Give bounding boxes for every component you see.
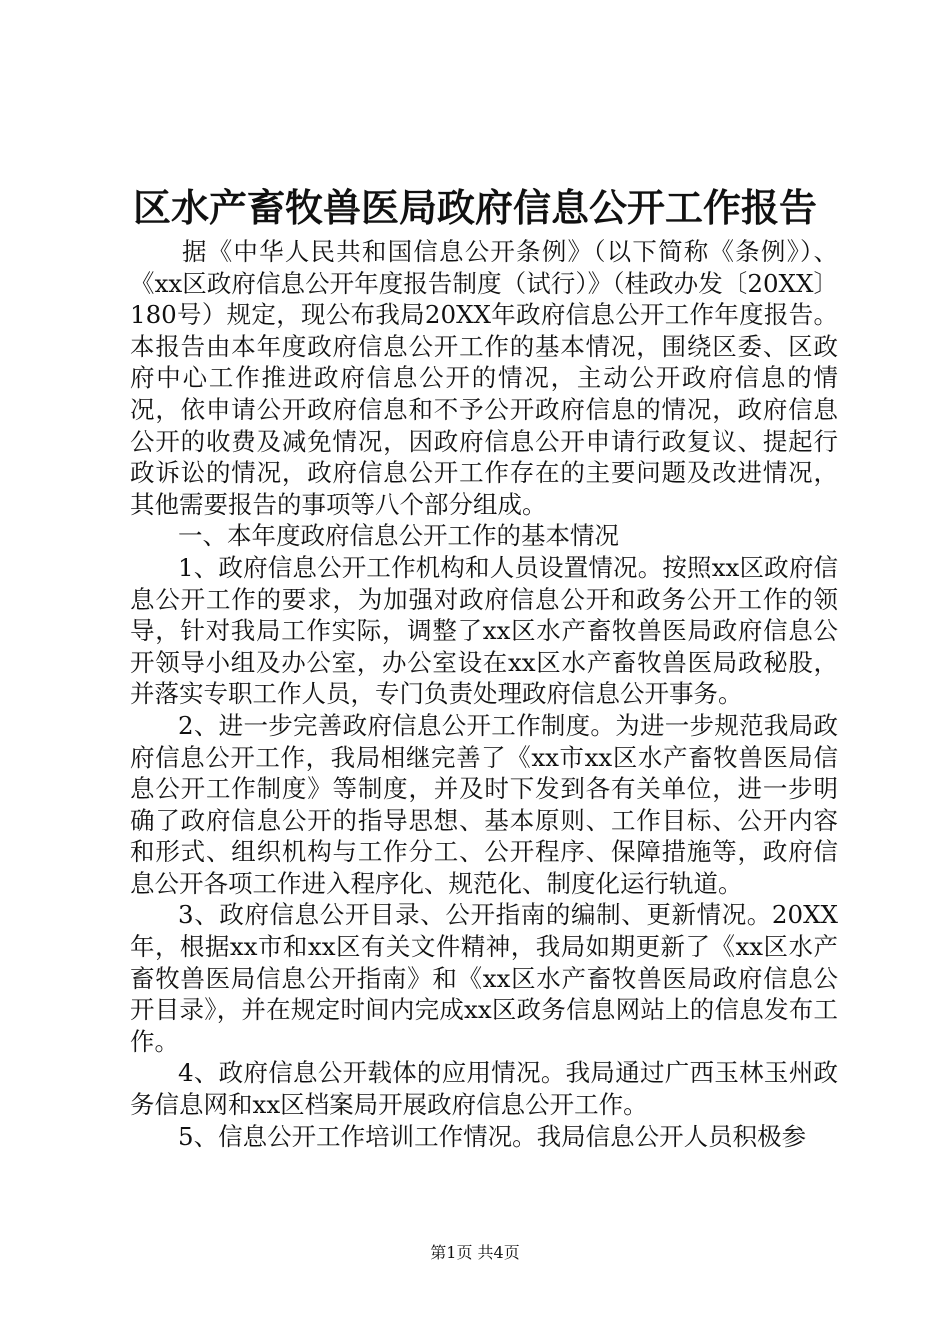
paragraph-item-3: 3、政府信息公开目录、公开指南的编制、更新情况。20XX年，根据xx市和xx区有关文件精神，我局如期更新了《xx区水产畜牧兽医局信息公开指南》和《xx区水产畜牧兽医局政府信息公开目录》，并在规定时间内完成xx区政务信息网站上的信息发布工作。	[130, 900, 838, 1056]
page-footer: 第1页 共4页	[430, 1243, 520, 1262]
paragraph-item-1: 1、政府信息公开工作机构和人员设置情况。按照xx区政府信息公开工作的要求，为加强对政府信息公开和政务公开工作的领导，针对我局工作实际，调整了xx区水产畜牧兽医局政府信息公开领导小组及办公室，办公室设在xx区水产畜牧兽医局政秘股，并落实专职工作人员，专门负责处理政府信息公开事务。	[130, 552, 838, 709]
paragraph-item-2: 2、进一步完善政府信息公开工作制度。为进一步规范我局政府信息公开工作，我局相继完善了《xx市xx区水产畜牧兽医局信息公开工作制度》等制度，并及时下发到各有关单位，进一步明确了政府信息公开的指导思想、基本原则、工作目标、公开内容和形式、组织机构与工作分工、公开程序、保障措施等，政府信息公开各项工作进入程序化、规范化、制度化运行轨道。	[130, 710, 838, 898]
document-title: 区水产畜牧兽医局政府信息公开工作报告	[132, 185, 817, 230]
paragraph-item-5: 5、信息公开工作培训工作情况。我局信息公开人员积极参	[178, 1121, 807, 1151]
paragraph-item-4: 4、政府信息公开载体的应用情况。我局通过广西玉林玉州政务信息网和xx区档案局开展政府信息公开工作。	[130, 1058, 838, 1120]
document-body	[130, 236, 838, 1152]
intro-paragraph: 据《中华人民共和国信息公开条例》（以下简称《条例》）、《xx区政府信息公开年度报告制度（试行）》（桂政办发〔20XX〕180号）规定，现公布我局20XX年政府信息公开工作年度报告。本报告由本年度政府信息公开工作的基本情况，围绕区委、区政府中心工作推进政府信息公开的情况，主动公开政府信息的情况，依申请公开政府信息和不予公开政府信息的情况，政府信息公开的收费及减免情况，因政府信息公开申请行政复议、提起行政诉讼的情况，政府信息公开工作存在的主要问题及改进情况，其他需要报告的事项等八个部分组成。	[130, 237, 838, 519]
section-heading-1: 一、本年度政府信息公开工作的基本情况	[178, 521, 619, 551]
